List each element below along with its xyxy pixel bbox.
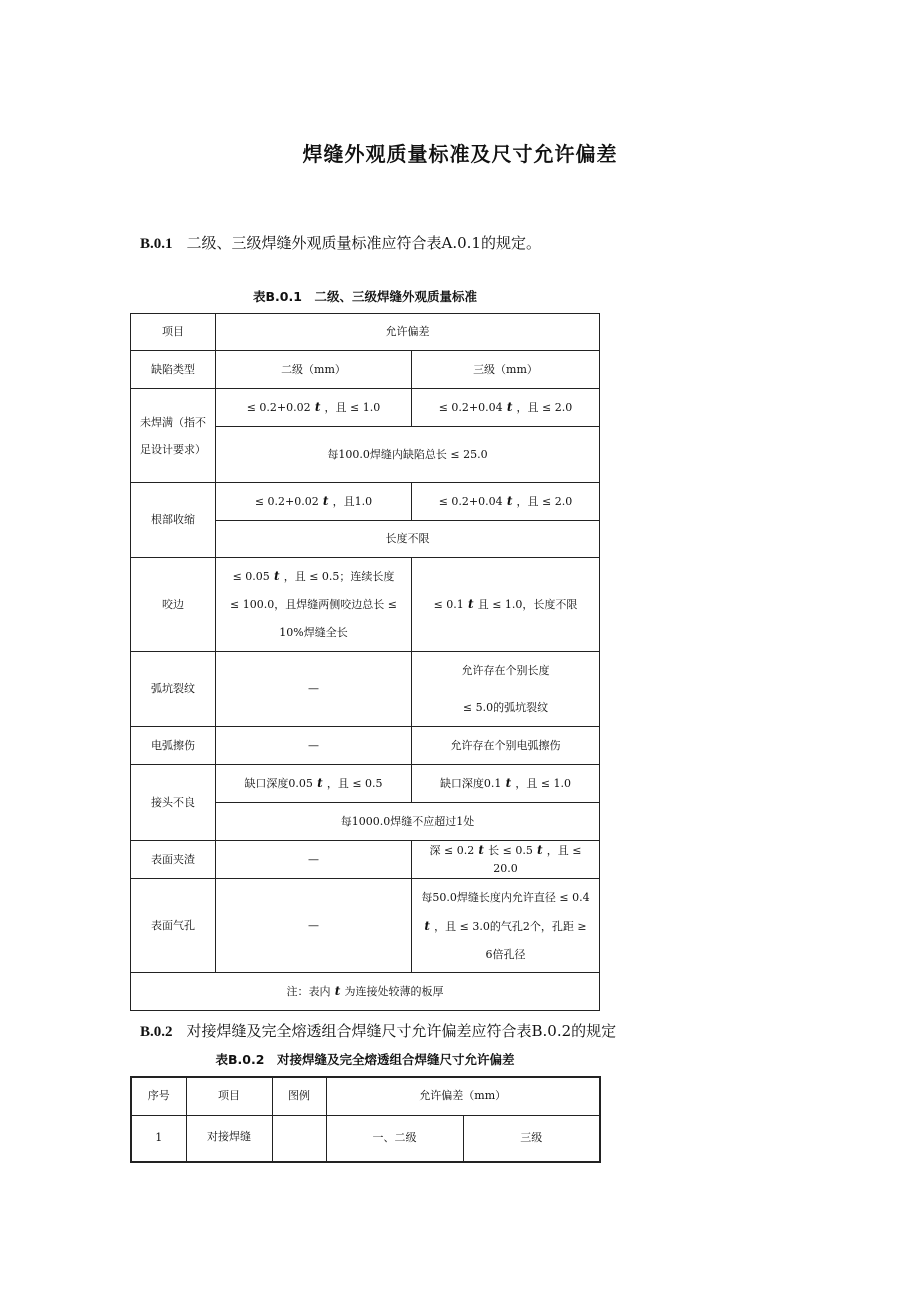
table2-caption: 表B.0.2 对接焊缝及完全熔透组合焊缝尺寸允许偏差 [215,1052,515,1067]
header-grade2: 二级（mm） [216,351,412,389]
clause-b02 [140,1020,616,1041]
cell-undercut-grade3: ≤ 0.1 t 且 ≤ 1.0，长度不限 [412,558,600,652]
cell-crater-grade2: — [216,652,412,727]
header-tolerance: 允许偏差（mm） [326,1077,600,1115]
header-tolerance: 允许偏差 [216,314,600,351]
clause-text: 对接焊缝及完全熔透组合焊缝尺寸允许偏差应符合表B.0.2的规定 [186,1022,617,1040]
cell-joint-span: 每1000.0焊缝不应超过1处 [216,803,600,841]
header-item: 项目 [131,314,216,351]
header-defect-type: 缺陷类型 [131,351,216,389]
row-label-incomplete: 未焊满（指不足设计要求） [131,389,216,483]
thickness-symbol: t [501,776,516,790]
clause-b01 [140,232,541,253]
clause-number: B.0.2 [140,1024,173,1040]
row-label-poor-joint: 接头不良 [131,765,216,841]
header-grade3: 三级（mm） [412,351,600,389]
quality-standard-table [130,313,600,1011]
cell-incomplete-span: 每100.0焊缝内缺陷总长 ≤ 25.0 [216,427,600,483]
clause-number: B.0.1 [140,236,173,252]
cell-joint-grade3: 缺口深度0.1 t ，且 ≤ 1.0 [412,765,600,803]
clause-text: 二级、三级焊缝外观质量标准应符合表A.0.1的规定。 [186,234,541,252]
cell-arc-grade3: 允许存在个别电弧擦伤 [412,727,600,765]
cell-figure [272,1115,326,1162]
thickness-symbol: t [269,569,284,583]
cell-incomplete-grade3: ≤ 0.2+0.04 t ，且 ≤ 2.0 [412,389,600,427]
cell-joint-grade2: 缺口深度0.05 t ，且 ≤ 0.5 [216,765,412,803]
cell-grade12: 一、二级 [326,1115,463,1162]
cell-slag-grade3: 深 ≤ 0.2 t 长 ≤ 0.5 t ，且 ≤ 20.0 [412,841,600,879]
header-no: 序号 [131,1077,186,1115]
thickness-symbol: t [474,843,489,857]
row-label-undercut: 咬边 [131,558,216,652]
row-label-arc-strike: 电弧擦伤 [131,727,216,765]
thickness-symbol: t [424,918,435,933]
thickness-symbol: t [502,400,517,414]
butt-weld-tolerance-table [130,1076,601,1163]
cell-porosity-grade3: 每50.0焊缝长度内允许直径 ≤ 0.4 t ，且 ≤ 3.0的气孔2个，孔距 ≥ 6倍孔径 [412,879,600,973]
row-label-crater-crack: 弧坑裂纹 [131,652,216,727]
table1-caption: 表B.0.1 二级、三级焊缝外观质量标准 [253,289,477,304]
thickness-symbol: t [463,597,478,611]
cell-root-grade3: ≤ 0.2+0.04 t ，且 ≤ 2.0 [412,483,600,521]
cell-porosity-grade2: — [216,879,412,973]
row-label-porosity: 表面气孔 [131,879,216,973]
cell-slag-grade2: — [216,841,412,879]
thickness-symbol: t [502,494,517,508]
header-item: 项目 [186,1077,272,1115]
cell-grade3: 三级 [463,1115,600,1162]
thickness-symbol: t [532,843,547,857]
thickness-symbol: t [312,776,327,790]
row-label-slag: 表面夹渣 [131,841,216,879]
crater-grade3-line2: ≤ 5.0的弧坑裂纹 [462,701,549,714]
thickness-symbol: t [330,984,345,998]
page-title: 焊缝外观质量标准及尺寸允许偏差 [302,142,618,166]
cell-root-grade2: ≤ 0.2+0.02 t ，且1.0 [216,483,412,521]
cell-incomplete-grade2: ≤ 0.2+0.02 t ，且 ≤ 1.0 [216,389,412,427]
thickness-symbol: t [310,400,325,414]
cell-undercut-grade2: ≤ 0.05 t ，且 ≤ 0.5；连续长度 ≤ 100.0，且焊缝两侧咬边总长 ≤ 10%焊缝全长 [216,558,412,652]
crater-grade3-line1: 允许存在个别长度 [461,664,550,677]
cell-crater-grade3 [412,652,600,727]
cell-root-span: 长度不限 [216,521,600,558]
cell-no: 1 [131,1115,186,1162]
table1-note: 注：表内 t 为连接处较薄的板厚 [131,973,600,1011]
cell-arc-grade2: — [216,727,412,765]
cell-item: 对接焊缝 [186,1115,272,1162]
thickness-symbol: t [318,494,333,508]
row-label-root-shrink: 根部收缩 [131,483,216,558]
header-figure: 图例 [272,1077,326,1115]
